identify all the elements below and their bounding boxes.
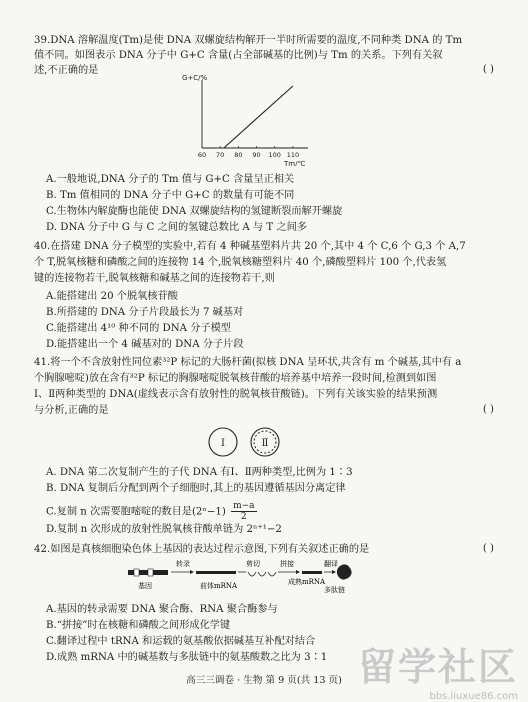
q41-option-b: B. DNA 复制后分配到两个子细胞时,其上的基因遵循基因分离定律: [46, 483, 346, 494]
q42-option-d: D.成熟 mRNA 中的碱基数与多肽链中的氨基酸数之比为 3∶1: [46, 652, 328, 663]
mature-mrna-bar: [302, 571, 322, 574]
watermark-text: 留学社区: [357, 645, 518, 689]
label-transcription: 转录: [176, 560, 190, 568]
q40-option-a: A.能搭建出 20 个脱氧核苷酸: [46, 291, 178, 302]
q42-option-a: A.基因的转录需要 DNA 聚合酶、RNA 聚合酶参与: [46, 604, 278, 615]
gene-segment: [148, 569, 153, 576]
q41-option-c-fraction: [231, 501, 256, 522]
q39-option-b: B. Tm 值相同的 DNA 分子中 G+C 的数量有可能不同: [46, 190, 295, 201]
q41-stem-line2: 个胸腺嘧啶)放在含有³²P 标记的胸腺嘧啶脱氧核苷酸的培养基中培养一段时间,检测到如图: [34, 373, 437, 384]
arrow-head: [332, 570, 336, 574]
dna-type-1-label: Ⅰ: [221, 438, 225, 449]
dna-type-2-label: Ⅱ: [261, 438, 269, 449]
peptide-chain-shape: [337, 564, 352, 579]
gene-segment: [134, 569, 139, 576]
q42-answer-paren: ( ): [482, 543, 494, 554]
label-gene: 基因: [138, 582, 152, 590]
q40-option-b: B.所搭建的 DNA 分子片段最长为 7 碱基对: [46, 307, 244, 318]
chart-x-tick-label: 70: [216, 151, 225, 159]
q42-option-c: C.翻译过程中 tRNA 和运载的氨基酸依据碱基互补配对结合: [46, 636, 316, 647]
chart-x-tick-label: 110: [286, 151, 300, 159]
q40-option-c: C.能搭建出 4¹⁰ 种不同的 DNA 分子模型: [46, 323, 231, 334]
q41-stem-line4: 与分析,正确的是: [34, 405, 109, 416]
page-footer: 高三三调卷 · 生物 第 9 页(共 13 页): [186, 675, 342, 686]
chart-x-axis-label: Tm/℃: [284, 160, 306, 166]
chart-y-axis-label: G+C/%: [182, 74, 208, 82]
label-splice: 剪切: [246, 560, 260, 568]
fraction-numerator: m−a: [233, 501, 255, 511]
q41-dna-circles: [205, 425, 315, 459]
q39-option-d: D. DNA 分子中 G 与 C 之间的氢键总数比 A 与 T 之间多: [46, 222, 307, 233]
pre-mrna-bar: [196, 571, 236, 574]
q41-option-c: [46, 501, 257, 522]
label-mature-mrna: 成熟mRNA: [288, 578, 326, 586]
arrow-head: [296, 570, 300, 574]
q40-option-d: D.能搭建出一个 4 碱基对的 DNA 分子片段: [46, 339, 244, 350]
q42-gene-expression-diagram: [128, 560, 358, 604]
q40-stem-line1: 40.在搭建 DNA 分子模型的实验中,若有 4 种碱基塑料片共 20 个,其中 4 个 C,6 个 G,3 个 A,7: [34, 241, 466, 252]
label-pre-mrna: 前体mRNA: [200, 582, 238, 590]
q41-stem-line3: Ⅰ、Ⅱ两种类型的 DNA(虚线表示含有放射性的脱氧核苷酸链)。下列有关该实验的结果预测: [34, 389, 438, 400]
chart-series-line: [224, 86, 293, 148]
q41-option-d: D.复制 n 次形成的放射性脱氧核苷酸单链为 2ⁿ⁺¹−2: [46, 524, 282, 535]
watermark-url: bbs.liuxue86.com: [429, 691, 518, 702]
q41-answer-paren: ( ): [482, 404, 494, 415]
q39-option-a: A.一般地说,DNA 分子的 Tm 值与 G+C 含量呈正相关: [46, 174, 295, 185]
label-join: 拼接: [280, 560, 294, 568]
chart-x-tick-label: 60: [197, 151, 207, 159]
chart-x-tick-label: 100: [268, 151, 281, 159]
intron-loops: [248, 572, 276, 576]
chart-x-tick-label: 90: [252, 151, 261, 159]
q39-answer-paren: ( ): [482, 64, 494, 75]
q39-stem-line1: 39.DNA 溶解温度(Tm)是使 DNA 双螺旋结构解开一半时所需要的温度,不同种类 DNA 的 Tm: [34, 35, 463, 46]
fraction-denominator: 2: [240, 512, 247, 522]
q41-stem-line1: 41.将一个不含放射性同位素³²P 标记的大肠杆菌(拟核 DNA 呈环状,共含有 m 个碱基,其中有 a: [34, 357, 462, 368]
q39-option-c: C.生物体内解旋酶也能使 DNA 双螺旋结构的氢键断裂而解开螺旋: [46, 206, 343, 217]
label-peptide: 多肽链: [324, 586, 345, 594]
q41-option-c-text: C.复制 n 次需要胞嘧啶的数目是(2ⁿ−1): [46, 506, 226, 518]
chart-series: [224, 86, 293, 148]
q39-chart: [180, 74, 320, 166]
watermark: [358, 636, 518, 702]
q39-stem-line2: 值不同。如图表示 DNA 分子中 G+C 含量(占全部碱基的比例)与 Tm 的关系。下列有关叙: [34, 50, 443, 61]
chart-axes: [202, 80, 308, 148]
q42-option-b: B.“拼接”时在核糖和磷酸之间形成化学键: [46, 620, 231, 631]
arrow-head: [190, 570, 194, 574]
chart-x-tick-label: 80: [234, 151, 243, 159]
q40-stem-line2: 个 T,脱氧核糖和磷酸之间的连接物 14 个,脱氧核糖塑料片 40 个,磷酸塑料片 100 个,代表氢: [34, 257, 447, 268]
q41-option-a: A. DNA 第二次复制产生的子代 DNA 有Ⅰ、Ⅱ两种类型,比例为 1∶3: [46, 467, 353, 478]
label-translate: 翻译: [324, 560, 338, 568]
q39-stem-line3: 述,不正确的是: [34, 65, 99, 76]
q42-stem-line1: 42.如图是真核细胞染色体上基因的表达过程示意图,下列有关叙述正确的是: [34, 544, 370, 555]
q40-stem-line3: 键的连接物若干,脱氧核糖和碱基之间的连接物若干,则: [34, 273, 275, 284]
